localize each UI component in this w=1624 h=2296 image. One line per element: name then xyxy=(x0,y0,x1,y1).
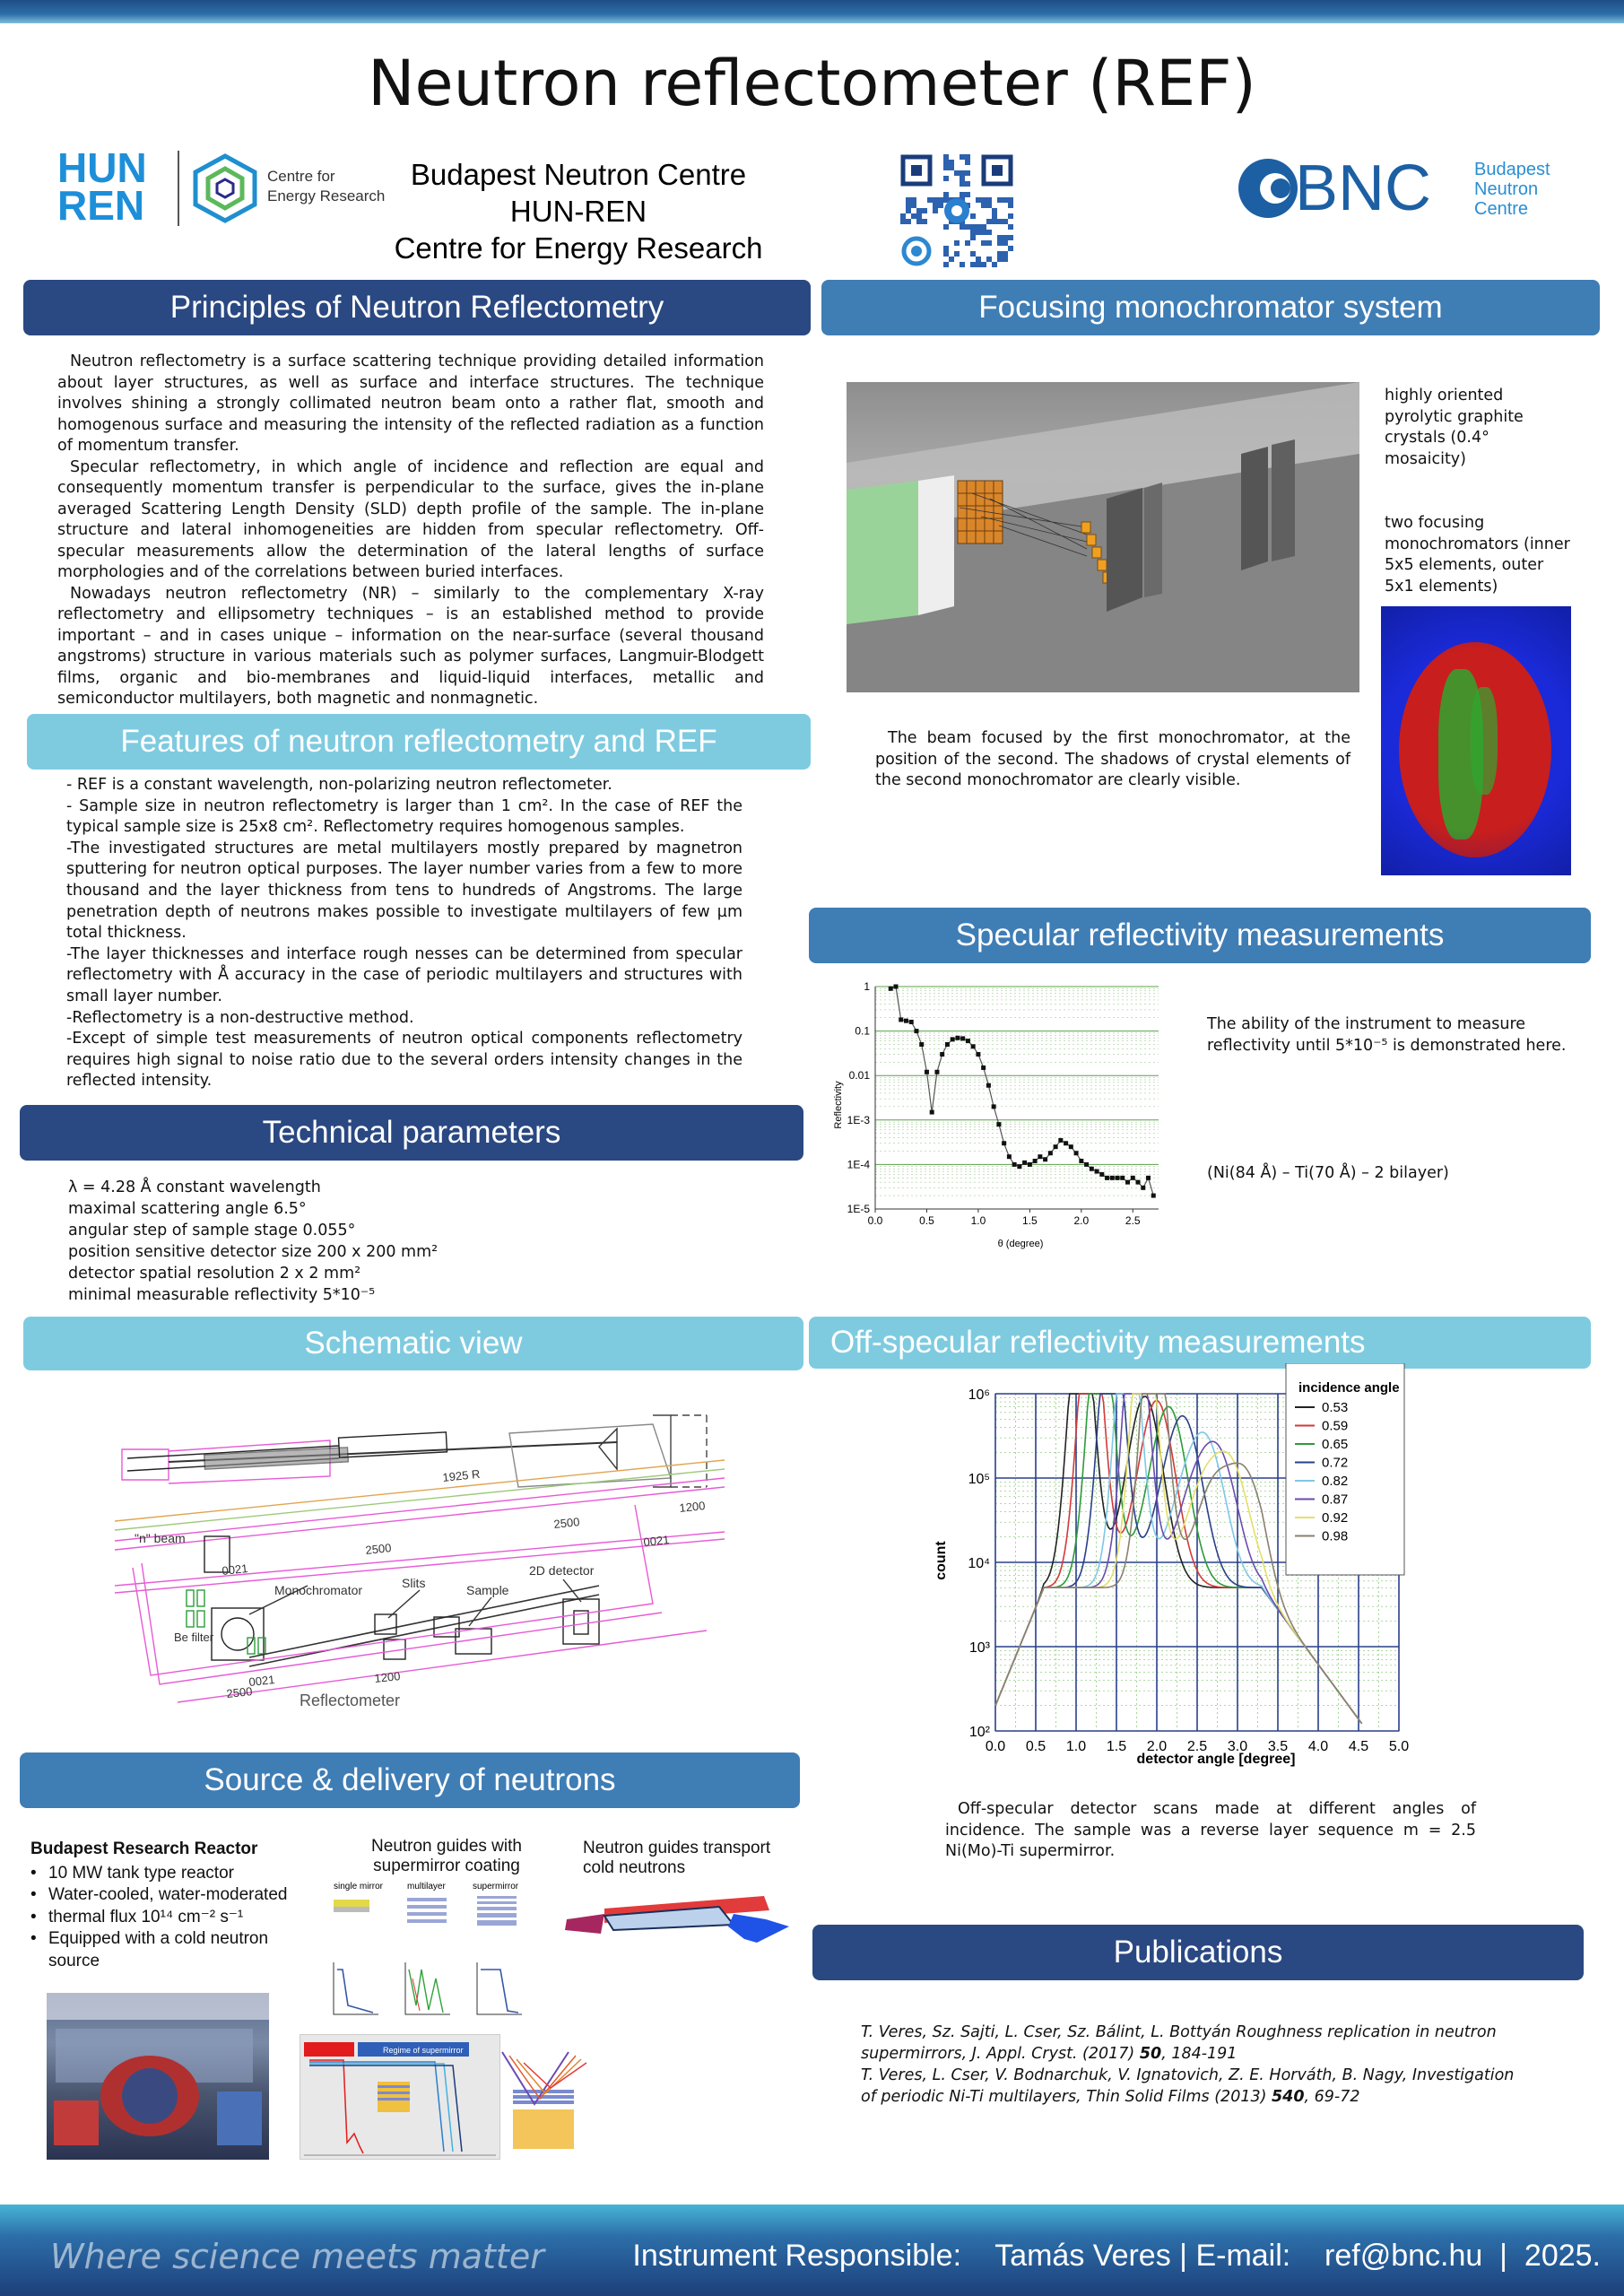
reactor-photo xyxy=(47,1993,269,2160)
specular-point xyxy=(1033,1159,1038,1163)
focusing-note-1: highly oriented pyrolytic graphite crystals (0.4° mosaicity) xyxy=(1385,387,1524,468)
publication-item[interactable]: T. Veres, Sz. Sajti, L. Cser, Sz. Bálint, L. Bottyán Roughness replication in neutron supermirrors, J. Appl. Cryst. (2017) 50, 184-191 xyxy=(861,2023,1497,2063)
specular-point xyxy=(1043,1157,1047,1161)
schematic-drawing xyxy=(115,1406,725,1711)
guides-title: Neutron guides with supermirror coating xyxy=(371,1837,522,1875)
offspec-xtick: 4.0 xyxy=(1307,1739,1329,1754)
specular-point xyxy=(940,1052,944,1057)
specular-point xyxy=(930,1110,934,1115)
mirror-diagram xyxy=(499,2047,592,2154)
specular-point xyxy=(1048,1151,1053,1155)
specular-point xyxy=(1146,1176,1151,1180)
feature-item: - REF is a constant wavelength, non-polarizing neutron reflectometer. xyxy=(66,776,612,794)
schematic-title: Schematic view xyxy=(304,1326,523,1361)
publications-title: Publications xyxy=(1113,1935,1283,1970)
schematic-label: "n" beam xyxy=(135,1531,186,1545)
principles-title: Principles of Neutron Reflectometry xyxy=(169,290,664,325)
specular-point xyxy=(934,1070,939,1074)
offspec-legend-label: 0.65 xyxy=(1322,1437,1349,1452)
specular-xtick: 2.0 xyxy=(1073,1214,1090,1227)
schematic-label: Sample xyxy=(466,1583,509,1597)
specular-xtick: 2.5 xyxy=(1125,1214,1141,1227)
source-header xyxy=(20,1752,800,1808)
specular-note-2: (Ni(84 Å) – Ti(70 Å) – 2 bilayer) xyxy=(1207,1164,1449,1182)
specular-xtick: 1.0 xyxy=(970,1214,986,1227)
principles-body xyxy=(57,352,764,710)
specular-point xyxy=(1084,1162,1089,1167)
specular-point xyxy=(1079,1159,1083,1163)
guides-graph-label: Regime of supermirror xyxy=(383,2046,464,2055)
specular-point xyxy=(1038,1154,1042,1159)
offspec-xtick: 3.0 xyxy=(1227,1739,1248,1754)
specular-point xyxy=(1002,1141,1006,1145)
specular-point xyxy=(1099,1172,1104,1177)
offspec-ytick: 10⁴ xyxy=(968,1556,990,1571)
offspec-ytick: 10⁵ xyxy=(968,1472,990,1487)
offspec-ytick: 10² xyxy=(968,1725,990,1740)
offspec-xtick: 1.0 xyxy=(1065,1739,1087,1754)
feature-item: - Sample size in neutron reflectometry is larger than 1 cm². In the case of REF the typical sample size is 25x8 cm². Reflectometry requires homogenous samples. xyxy=(66,796,743,837)
focusing-caption: The beam focused by the first monochromator, at the position of the second. The shadows of crystal elements of the second monochromator are clearly visible. xyxy=(875,729,1350,789)
cer-logo-icon xyxy=(192,152,258,224)
schematic-header xyxy=(23,1317,803,1370)
offspec-legend-label: 0.92 xyxy=(1322,1510,1349,1526)
org-line-2: HUN-REN xyxy=(509,195,647,228)
offspec-legend-label: 0.53 xyxy=(1322,1400,1349,1415)
offspec-ylabel: count xyxy=(934,1541,949,1580)
principles-p2: Specular reflectometry, in which angle of incidence and reflection are equal and consequently momentum transfer is perpendicular to the surface, gives the in-plane averaged Scattering Length Density (SLD) depth profile of the sample. The in-plane structure and lateral inhomogeneities are hidden from specular reflectometry. Off-specular measurements allow the determination of the lateral lengths of surface morphologies and of the correlations between buried interfaces. xyxy=(57,457,764,581)
offspec-xtick: 4.5 xyxy=(1348,1739,1369,1754)
footer xyxy=(0,2205,1624,2296)
offspec-legend-label: 0.98 xyxy=(1322,1528,1349,1544)
offspec-xtick: 1.5 xyxy=(1106,1739,1127,1754)
specular-xtick: 0.0 xyxy=(867,1214,883,1227)
features-header xyxy=(27,714,811,770)
specular-point xyxy=(1058,1138,1063,1143)
offspec-xlabel: detector angle [degree] xyxy=(1136,1752,1296,1767)
specular-ytick: 1E-5 xyxy=(847,1203,870,1215)
cer-logo-text: Centre for Energy Research xyxy=(267,168,386,204)
offspec-legend-label: 0.82 xyxy=(1322,1474,1349,1489)
schematic-label: 1200 xyxy=(373,1669,402,1685)
specular-xtick: 1.5 xyxy=(1022,1214,1038,1227)
publication-item[interactable]: T. Veres, L. Cser, V. Bodnarchuk, V. Ignatovich, Z. E. Horváth, B. Nagy, Investigation of periodic Ni-Ti multilayers, Thin Solid Films (2013) 540, 69-72 xyxy=(861,2066,1515,2106)
bnc-logo xyxy=(1236,152,1594,224)
specular-ylabel: Reflectivity xyxy=(833,1081,844,1129)
schematic-label: 0021 xyxy=(248,1673,276,1689)
specular-point xyxy=(1095,1170,1099,1174)
specular-title: Specular reflectivity measurements xyxy=(955,918,1445,952)
specular-point xyxy=(960,1036,965,1040)
features-body xyxy=(66,775,743,1092)
specular-point xyxy=(951,1037,955,1041)
top-banner xyxy=(0,0,1624,23)
focusing-title: Focusing monochromator system xyxy=(978,290,1443,325)
specular-point xyxy=(889,987,893,991)
guide-sub: supermirror xyxy=(473,1882,519,1892)
schematic-label: 1925 R xyxy=(441,1466,482,1484)
source-title: Source & delivery of neutrons xyxy=(204,1762,616,1797)
focusing-render xyxy=(847,382,1359,692)
offspec-xtick: 2.0 xyxy=(1146,1739,1168,1754)
publications-list xyxy=(861,2022,1515,2108)
feature-item: -Except of simple test measurements of neutron optical components reflectometry requires high signal to noise ratio due to the several orders intensity changes in the reflected intensity. xyxy=(66,1030,743,1091)
specular-point xyxy=(976,1052,980,1057)
tech-item: angular step of sample stage 0.055° xyxy=(68,1222,356,1239)
offspec-xtick: 3.5 xyxy=(1267,1739,1289,1754)
feature-item: -The layer thicknesses and interface rough nesses can be determined from specular reflectometry with Å accuracy in the case of periodic multilayers and structures with small layer number. xyxy=(66,944,743,1005)
specular-point xyxy=(904,1019,908,1023)
specular-point xyxy=(1012,1162,1017,1167)
tech-item: maximal scattering angle 6.5° xyxy=(68,1200,307,1218)
specular-point xyxy=(955,1036,960,1040)
specular-point xyxy=(1017,1164,1021,1169)
transport-diagram xyxy=(558,1887,795,1953)
specular-point xyxy=(893,985,898,989)
specular-point xyxy=(1125,1180,1130,1185)
technical-header xyxy=(20,1105,803,1161)
specular-point xyxy=(909,1020,914,1024)
specular-point xyxy=(1105,1176,1109,1180)
tech-item: λ = 4.28 Å constant wavelength xyxy=(68,1178,321,1196)
feature-item: -The investigated structures are metal multilayers mostly prepared by magnetron sputtering for neutron optical purposes. The layer number varies from a few to more thousand and the layer thickness from tens to hundreds of Angstroms. The large penetration depth of neutrons makes possible to investigate multilayers of few µm total thickness. xyxy=(66,839,743,943)
specular-header xyxy=(809,908,1591,963)
logo-divider xyxy=(178,151,179,226)
offspec-legend-label: 0.72 xyxy=(1322,1455,1349,1471)
specular-ytick: 0.01 xyxy=(848,1069,870,1083)
offspec-ytick: 10³ xyxy=(968,1640,990,1656)
offspec-chart xyxy=(924,1363,1426,1776)
guide-sub: multilayer xyxy=(407,1882,446,1892)
schematic-label: Be filter xyxy=(174,1631,214,1644)
specular-point xyxy=(1022,1161,1027,1165)
reactor-bullet: • Water-cooled, water-moderated xyxy=(30,1885,288,1904)
specular-point xyxy=(1028,1162,1032,1167)
schematic-label: 2500 xyxy=(552,1515,581,1531)
specular-point xyxy=(1074,1151,1079,1155)
reactor-bullet: • 10 MW tank type reactor xyxy=(30,1863,234,1883)
bnc-logo-sub: Budapest Neutron Centre xyxy=(1474,160,1550,219)
schematic-label: Reflectometer xyxy=(300,1692,401,1709)
specular-point xyxy=(914,1029,918,1033)
features-title: Features of neutron reflectometry and REF xyxy=(120,724,717,759)
hunren-logo: HUN REN xyxy=(57,144,147,229)
specular-xlabel: θ (degree) xyxy=(997,1239,1044,1249)
specular-ytick: 1E-4 xyxy=(847,1158,870,1171)
specular-point xyxy=(945,1042,950,1047)
offspec-xtick: 2.5 xyxy=(1186,1739,1208,1754)
footer-contact[interactable]: Instrument Responsible: Tamás Veres | E-mail: ref@bnc.hu | 2025. xyxy=(632,2239,1601,2273)
specular-point xyxy=(919,1042,924,1047)
tech-item: position sensitive detector size 200 x 200 mm² xyxy=(68,1243,439,1261)
specular-point xyxy=(1151,1194,1156,1198)
specular-point xyxy=(1064,1141,1068,1145)
schematic-label: 2D detector xyxy=(529,1563,595,1578)
org-line-1: Budapest Neutron Centre xyxy=(410,158,747,191)
specular-point xyxy=(981,1065,986,1070)
specular-point xyxy=(996,1122,1001,1126)
reactor-title: Budapest Research Reactor xyxy=(30,1839,258,1858)
footer-slogan: Where science meets matter xyxy=(50,2237,544,2276)
technical-body xyxy=(68,1177,696,1306)
specular-ytick: 1E-3 xyxy=(847,1113,870,1126)
specular-point xyxy=(1069,1144,1073,1149)
guides-graph xyxy=(300,2034,500,2160)
page-title: Neutron reflectometer (REF) xyxy=(368,47,1256,120)
schematic-label: 0021 xyxy=(642,1533,671,1549)
feature-item: -Reflectometry is a non-destructive method. xyxy=(66,1008,414,1027)
specular-point xyxy=(986,1083,991,1088)
offspec-xtick: 0.5 xyxy=(1025,1739,1046,1754)
specular-xtick: 0.5 xyxy=(919,1214,934,1227)
reactor-bullet: • Equipped with a cold neutron source xyxy=(30,1929,269,1970)
schematic-label: 0021 xyxy=(221,1561,249,1578)
schematic-label: Monochromator xyxy=(274,1583,363,1597)
reactor-info xyxy=(30,1839,317,1972)
focusing-header xyxy=(821,280,1600,335)
specular-point xyxy=(966,1039,970,1043)
schematic-label: 1200 xyxy=(678,1499,707,1515)
offspec-title: Off-specular reflectivity measurements xyxy=(830,1325,1366,1360)
offspec-legend-label: 0.87 xyxy=(1322,1492,1349,1508)
specular-point xyxy=(1007,1154,1012,1159)
specular-point xyxy=(925,1070,929,1074)
specular-point xyxy=(971,1044,976,1048)
specular-point xyxy=(1054,1144,1058,1149)
specular-point xyxy=(899,1017,903,1022)
offspec-ytick: 10⁶ xyxy=(968,1387,990,1403)
offspec-xtick: 0.0 xyxy=(985,1739,1006,1754)
reactor-bullet: • thermal flux 10¹⁴ cm⁻² s⁻¹ xyxy=(30,1907,244,1926)
specular-point xyxy=(992,1104,996,1109)
schematic-label: 2500 xyxy=(364,1541,393,1557)
offspec-legend-label: 0.59 xyxy=(1322,1418,1349,1434)
specular-ytick: 0.1 xyxy=(855,1024,870,1038)
guide-sub: single mirror xyxy=(334,1882,384,1892)
principles-p1: Neutron reflectometry is a surface scattering technique providing detailed information about layer structures, as well as surface and interface structures. The technique involves shining a strongly collimated neutron beam onto a rather flat, smooth and homogenous surface and measuring the intensity of the reflected radiation as a function of momentum transfer. xyxy=(57,352,764,455)
focusing-note-2: two focusing monochromators (inner 5x5 elements, outer 5x1 elements) xyxy=(1385,514,1570,596)
offspec-legend-title: incidence angle xyxy=(1298,1380,1400,1396)
offspec-header xyxy=(809,1317,1591,1369)
transport-title: Neutron guides transport cold neutrons xyxy=(583,1839,771,1877)
schematic-label: Slits xyxy=(402,1576,426,1590)
specular-ytick: 1 xyxy=(864,980,870,993)
specular-point xyxy=(1110,1176,1115,1180)
tech-item: detector spatial resolution 2 x 2 mm² xyxy=(68,1265,361,1283)
publications-header xyxy=(812,1925,1584,1980)
offspec-caption: Off-specular detector scans made at different angles of incidence. The sample was a reverse layer sequence m = 2.5 Ni(Mo)-Ti supermirror. xyxy=(945,1800,1476,1860)
specular-chart xyxy=(830,979,1171,1254)
specular-point xyxy=(1120,1176,1125,1180)
principles-p3: Nowadays neutron reflectometry (NR) – similarly to the complementary X-ray reflectometry and ellipsometry techniques – is an established method to provide important – and in cases unique – information on the near-surface (several thousand angstroms) structure in various materials such as polymer surfaces, Langmuir-Blodgett films, organic and bio-membranes and liquid-liquid interfaces, metallic and semiconductor multilayers, both magnetic and nonmagnetic. xyxy=(57,584,764,708)
specular-note-1: The ability of the instrument to measure reflectivity until 5*10⁻⁵ is demonstrated here. xyxy=(1207,1015,1567,1055)
specular-point xyxy=(1136,1180,1141,1185)
offspec-xtick: 5.0 xyxy=(1388,1739,1410,1754)
qr-code[interactable] xyxy=(900,154,1013,267)
focusing-detector-image xyxy=(1381,606,1571,875)
org-line-3: Centre for Energy Research xyxy=(394,231,763,265)
tech-item: minimal measurable reflectivity 5*10⁻⁵ xyxy=(68,1286,376,1304)
specular-point xyxy=(1116,1176,1120,1180)
specular-point xyxy=(1141,1186,1145,1190)
schematic-label: 2500 xyxy=(225,1684,254,1700)
technical-title: Technical parameters xyxy=(262,1115,561,1150)
specular-point xyxy=(1131,1176,1135,1180)
org-block xyxy=(386,156,771,266)
guides-diagram xyxy=(325,1880,540,2031)
specular-point xyxy=(1090,1167,1094,1171)
bnc-logo-text: BNC xyxy=(1295,152,1432,224)
principles-header xyxy=(23,280,811,335)
